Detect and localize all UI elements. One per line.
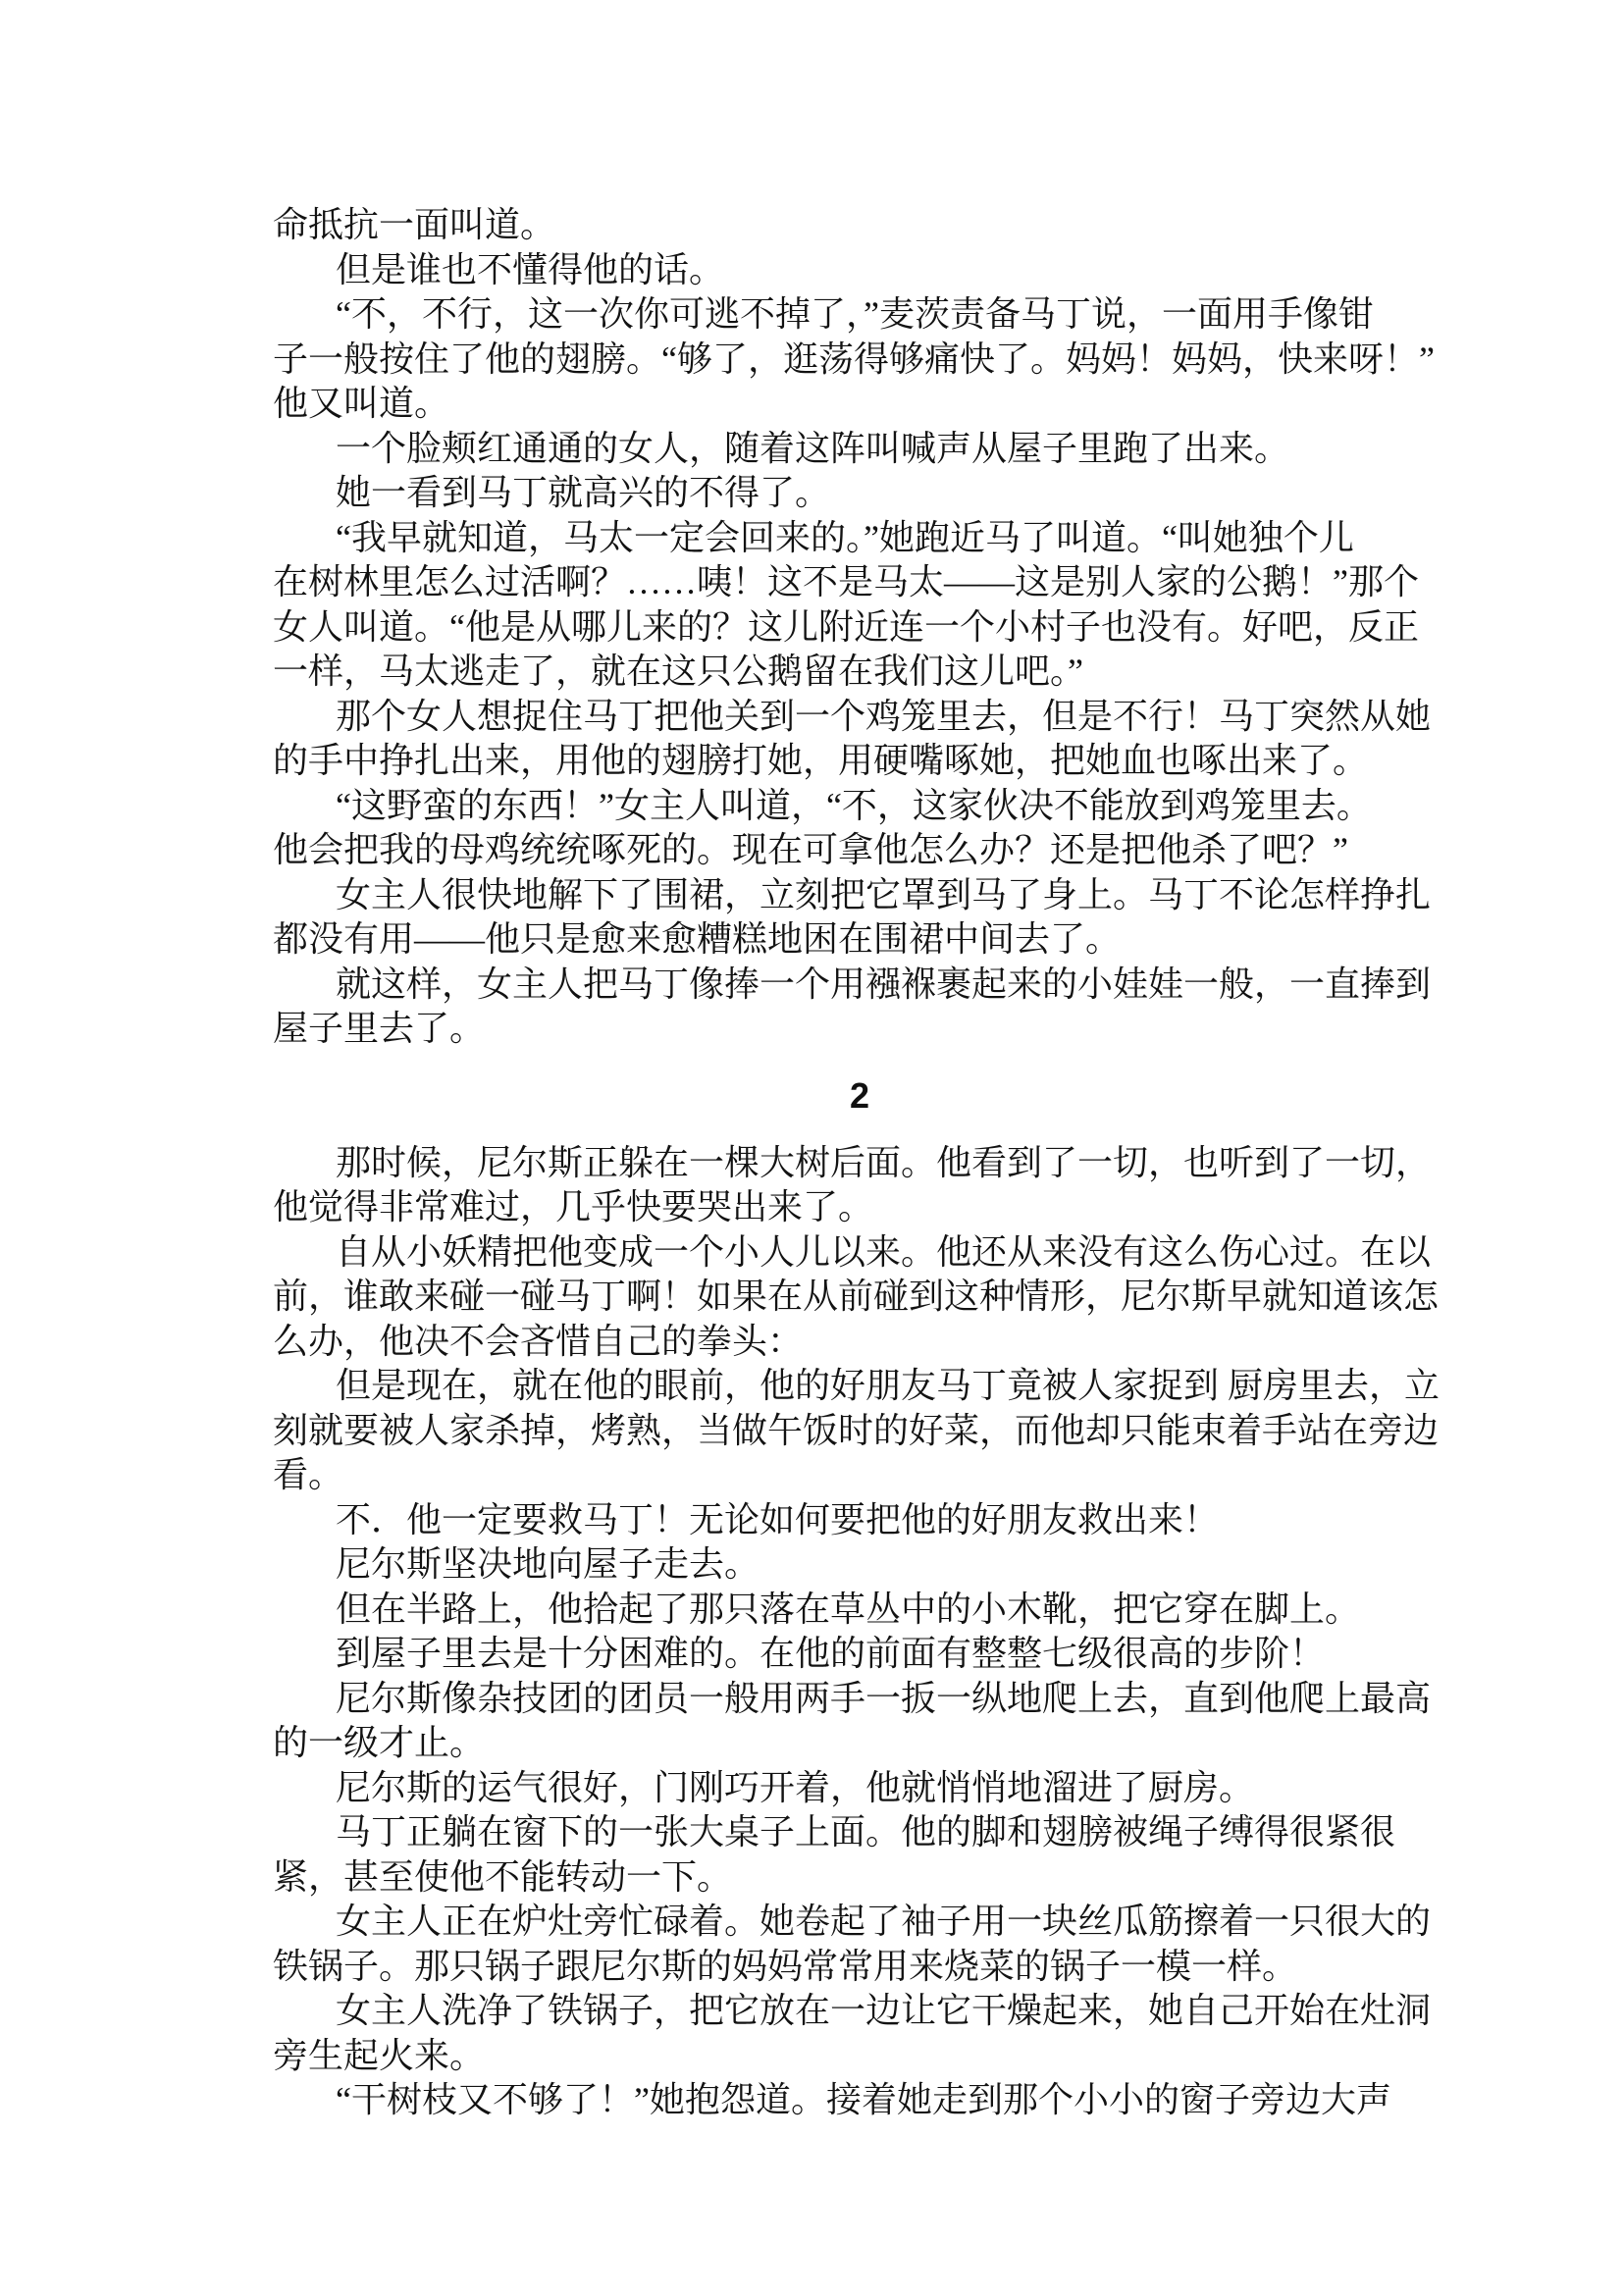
text-line: 一个脸颊红通通的女人，随着这阵叫喊声从屋子里跑了出来。 <box>336 428 1290 468</box>
text-line: 女主人正在炉灶旁忙碌着。她卷起了袖子用一块丝瓜筋擦着一只很大的 <box>336 1902 1432 1941</box>
text-line: 女主人很快地解下了围裙，立刻把它罩到马了身上。马丁不论怎样挣扎 <box>336 874 1432 914</box>
text-line: 铁锅子。那只锅子跟尼尔斯的妈妈常常用来烧菜的锅子一模一样。 <box>273 1946 1298 1986</box>
text-line: 都没有用——他只是愈来愈糟糕地困在围裙中间去了。 <box>273 919 1122 959</box>
text-line: 尼尔斯坚决地向屋子走去。 <box>336 1544 760 1584</box>
text-line: 他会把我的母鸡统统啄死的。现在可拿他怎么办？还是把他杀了吧？” <box>273 830 1348 869</box>
text-line: 女人叫道。“他是从哪儿来的？这儿附近连一个小村子也没有。好吧，反正 <box>273 606 1419 647</box>
text-line: 那时候，尼尔斯正躲在一棵大树后面。他看到了一切，也听到了一切， <box>336 1142 1432 1182</box>
text-line: 马丁正躺在窗下的一张大桌子上面。他的脚和翅膀被绳子缚得很紧很 <box>336 1812 1396 1851</box>
text-line: 女主人洗净了铁锅子，把它放在一边让它干燥起来，她自己开始在灶洞 <box>336 1991 1432 2030</box>
text-line: 尼尔斯像杂技团的团员一般用两手一扳一纵地爬上去，直到他爬上最高 <box>336 1678 1432 1718</box>
text-line: 但是现在，就在他的眼前，他的好朋友马丁竟被人家捉到 厨房里去，立 <box>336 1366 1441 1405</box>
text-line: “我早就知道，马太一定会回来的。”她跑近马了叫道。“叫她独个儿 <box>336 517 1354 557</box>
chapter-number-heading: 2 <box>849 1075 870 1117</box>
text-line: 旁生起火来。 <box>273 2035 486 2075</box>
text-line: 在树林里怎么过活啊？……咦！这不是马太——这是别人家的公鹅！”那个 <box>273 562 1419 601</box>
text-line: “这野蛮的东西！”女主人叫道，“不，这家伙决不能放到鸡笼里去。 <box>336 785 1372 825</box>
section-2-text <box>273 1141 1499 2123</box>
text-line: 看。 <box>273 1455 344 1494</box>
text-line: 他又叫道。 <box>273 384 450 423</box>
text-line: 尼尔斯的运气很好，门刚巧开着，他就悄悄地溜进了厨房。 <box>336 1767 1255 1807</box>
text-line: 到屋子里去是十分困难的。在他的前面有整整七级很高的步阶！ <box>336 1634 1326 1673</box>
text-line: 么办，他决不会吝惜自己的拳头： <box>273 1321 804 1361</box>
text-line: 那个女人想捉住马丁把他关到一个鸡笼里去，但是不行！马丁突然从她 <box>336 696 1432 736</box>
text-line: 前，谁敢来碰一碰马丁啊！如果在从前碰到这种情形，尼尔斯早就知道该怎 <box>273 1277 1440 1316</box>
section-1-text <box>273 203 1499 1052</box>
text-line: “不，不行，这一次你可逃不掉了，”麦茨责备马丁说，一面用手像钳 <box>336 294 1374 334</box>
text-line: 但在半路上，他拾起了那只落在草丛中的小木靴，把它穿在脚上。 <box>336 1589 1361 1629</box>
text-line: 就这样，女主人把马丁像捧一个用襁褓裹起来的小娃娃一般，一直捧到 <box>336 964 1432 1004</box>
text-line: 命抵抗一面叫道。 <box>273 205 556 244</box>
text-line: 的一级才止。 <box>273 1723 486 1762</box>
text-line: 屋子里去了。 <box>273 1009 486 1048</box>
text-line: 不．他一定要救马丁！无论如何要把他的好朋友救出来！ <box>336 1499 1220 1539</box>
text-line: 她一看到马丁就高兴的不得了。 <box>336 473 831 512</box>
text-line: 自从小妖精把他变成一个小人儿以来。他还从来没有这么伤心过。在以 <box>336 1231 1432 1272</box>
text-line: 但是谁也不懂得他的话。 <box>336 249 725 289</box>
text-line: 的手中挣扎出来，用他的翅膀打她，用硬嘴啄她，把她血也啄出来了。 <box>273 741 1369 780</box>
page-text-block <box>273 203 1499 2123</box>
text-line: 他觉得非常难过，几乎快要哭出来了。 <box>273 1187 874 1226</box>
text-line: 紧，甚至使他不能转动一下。 <box>273 1856 733 1897</box>
text-line: 刻就要被人家杀掉，烤熟，当做午饭时的好菜，而他却只能束着手站在旁边 <box>273 1410 1440 1450</box>
text-line: “干树枝又不够了！”她抱怨道。接着她走到那个小小的窗子旁边大声 <box>336 2080 1391 2119</box>
text-line: 子一般按住了他的翅膀。“够了，逛荡得够痛快了。妈妈！妈妈，快来呀！” <box>273 339 1435 379</box>
text-line: 一样，马太逃走了，就在这只公鹅留在我们这儿吧。” <box>273 652 1083 691</box>
